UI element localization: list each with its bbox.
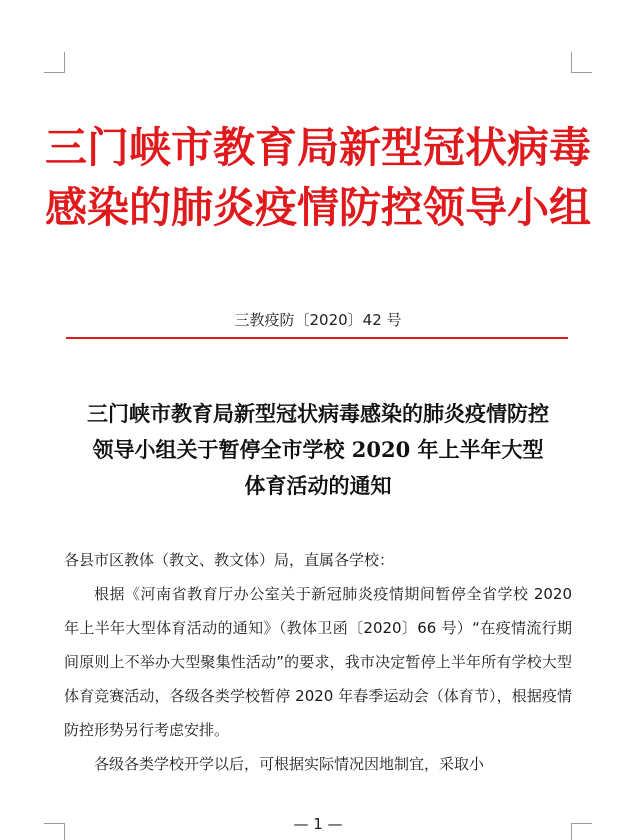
page-number: — 1 — <box>293 815 343 833</box>
notice-title-line-3: 体育活动的通知 <box>244 473 392 498</box>
letterhead-line-2: 感染的肺炎疫情防控领导小组 <box>44 183 591 232</box>
document-number: 三教疫防〔2020〕42 号 <box>234 311 402 329</box>
notice-title <box>60 396 576 504</box>
notice-title-line-2: 领导小组关于暂停全市学校 2020 年上半年大型 <box>92 437 544 462</box>
notice-title-line-1: 三门峡市教育局新型冠状病毒感染的肺炎疫情防控 <box>87 401 549 426</box>
salutation: 各县市区教体（教文、教文体）局，直属各学校： <box>64 551 395 569</box>
crop-mark-top-right <box>571 52 592 73</box>
document-body <box>64 543 572 781</box>
crop-mark-top-left <box>44 52 65 73</box>
body-paragraph-2: 各级各类学校开学以后，可根据实际情况因地制宜，采取小 <box>94 755 485 773</box>
red-separator-line <box>66 337 568 339</box>
red-letterhead <box>0 118 636 238</box>
letterhead-line-1: 三门峡市教育局新型冠状病毒 <box>44 123 591 172</box>
body-paragraph-1: 根据《河南省教育厅办公室关于新冠肺炎疫情期间暂停全省学校 2020 年上半年大型体育活动的通知》（教体卫函〔2020〕66 号）“在疫情流行期间原则上不举办大型聚集性活动”的要求，我市决定暂停上半年所有学校大型体育竞赛活动，各级各类学校暂停 2020 年春季运动会（体育节），根据疫情防控形势另行考虑安排。 <box>64 585 572 739</box>
